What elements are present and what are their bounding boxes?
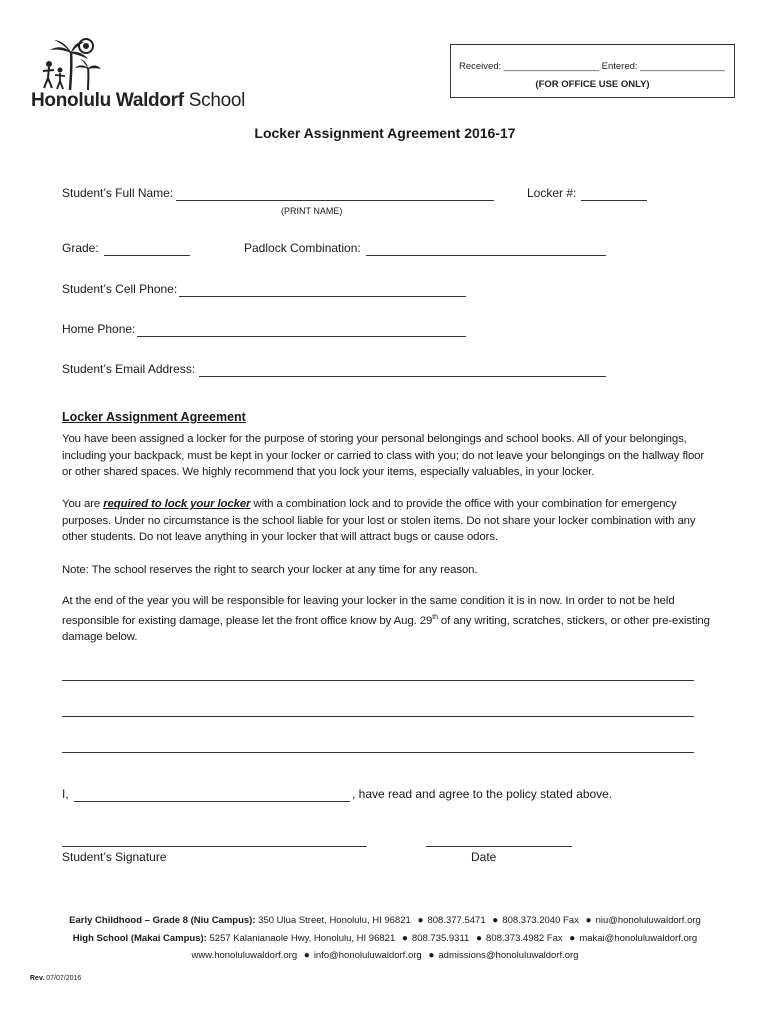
- damage-line-3[interactable]: [62, 752, 694, 753]
- agreement-heading: Locker Assignment Agreement: [62, 410, 246, 424]
- makai-email-link[interactable]: makai@honoluluwaldorf.org: [579, 933, 698, 944]
- damage-line-1[interactable]: [62, 680, 694, 681]
- signature-label: Student’s Signature: [62, 850, 167, 864]
- grade-label: Grade:: [62, 241, 99, 255]
- home-phone-line[interactable]: [137, 336, 466, 337]
- consent-suffix: , have read and agree to the policy stated above.: [352, 787, 613, 801]
- email-address-label: Student’s Email Address:: [62, 362, 196, 376]
- office-use-box: [450, 44, 735, 98]
- print-name-hint: (PRINT NAME): [281, 206, 343, 216]
- school-logo-icon: [40, 34, 102, 92]
- padlock-combination-label: Padlock Combination:: [244, 241, 361, 255]
- footer-contacts: www.honoluluwaldorf.org ● info@honoluluwaldorf.org ● admissions@honoluluwaldorf.org: [191, 950, 579, 961]
- cell-phone-line[interactable]: [179, 296, 466, 297]
- entered-blank[interactable]: ________________: [640, 61, 725, 72]
- school-name-logo: Honolulu Waldorf School: [31, 90, 246, 111]
- locker-number-label: Locker #:: [527, 186, 577, 200]
- info-email-link[interactable]: info@honoluluwaldorf.org: [313, 950, 422, 961]
- date-label: Date: [471, 850, 497, 864]
- footer-makai-campus: High School (Makai Campus): 5257 Kalanianaole Hwy, Honolulu, HI 96821 ● 808.735.9311 ● 808.373.4982 Fax ● makai@honoluluwaldorf.org: [72, 933, 698, 944]
- website-link[interactable]: www.honoluluwaldorf.org: [191, 950, 298, 961]
- received-blank[interactable]: __________________: [503, 61, 599, 72]
- admissions-email-link[interactable]: admissions@honoluluwaldorf.org: [438, 950, 579, 961]
- received-label: Received:: [459, 61, 502, 72]
- agreement-paragraph-1: You have been assigned a locker for the purpose of storing your personal belongings and school books. All of your belongings, including your backpack, must be kept in your locker or carried to class with you; do not leave your belongings on the hallway floor or other shared spaces. We highly recommend that you lock your items, especially valuables, in your locker.: [62, 433, 705, 478]
- date-line[interactable]: [426, 846, 572, 847]
- agreement-paragraph-4: At the end of the year you will be responsible for leaving your locker in the same condition it is in now. In order to not be held responsible for existing damage, please let the front office know by Aug. 29th of any writing, scratches, stickers, or other pre-existing damage below.: [62, 595, 710, 643]
- agreement-paragraph-3: Note: The school reserves the right to search your locker at any time for any reason.: [62, 564, 478, 576]
- agreement-paragraph-2: You are required to lock your locker with a combination lock and to provide the office with your combination for emergency purposes. Under no circumstance is the school liable for your lost or stolen items. Do not share your locker combination with any other students. Do not leave anything in your locker that will attract bugs or cause odors.: [62, 498, 696, 543]
- full-name-line[interactable]: [176, 200, 494, 201]
- entered-label: Entered:: [601, 61, 638, 72]
- revision-date: Rev. 07/07/2016: [30, 975, 82, 982]
- footer-niu-campus: Early Childhood – Grade 8 (Niu Campus): 350 Ulua Street, Honolulu, HI 96821 ● 808.377.5471 ● 808.373.2040 Fax ● niu@honoluluwaldorf.org: [69, 915, 701, 926]
- full-name-label: Student’s Full Name:: [62, 186, 174, 200]
- niu-email-link[interactable]: niu@honoluluwaldorf.org: [595, 915, 701, 926]
- required-lock-emphasis: required to lock your locker: [103, 498, 251, 510]
- signature-line[interactable]: [62, 846, 367, 847]
- page-title: Locker Assignment Agreement 2016-17: [254, 125, 516, 141]
- cell-phone-label: Student’s Cell Phone:: [62, 282, 178, 296]
- email-address-line[interactable]: [199, 376, 606, 377]
- office-use-note: (FOR OFFICE USE ONLY): [535, 79, 650, 90]
- locker-number-line[interactable]: [581, 200, 647, 201]
- consent-name-line[interactable]: [74, 801, 350, 802]
- home-phone-label: Home Phone:: [62, 322, 136, 336]
- consent-prefix: I,: [62, 787, 69, 801]
- padlock-combination-line[interactable]: [366, 255, 606, 256]
- grade-line[interactable]: [104, 255, 190, 256]
- damage-line-2[interactable]: [62, 716, 694, 717]
